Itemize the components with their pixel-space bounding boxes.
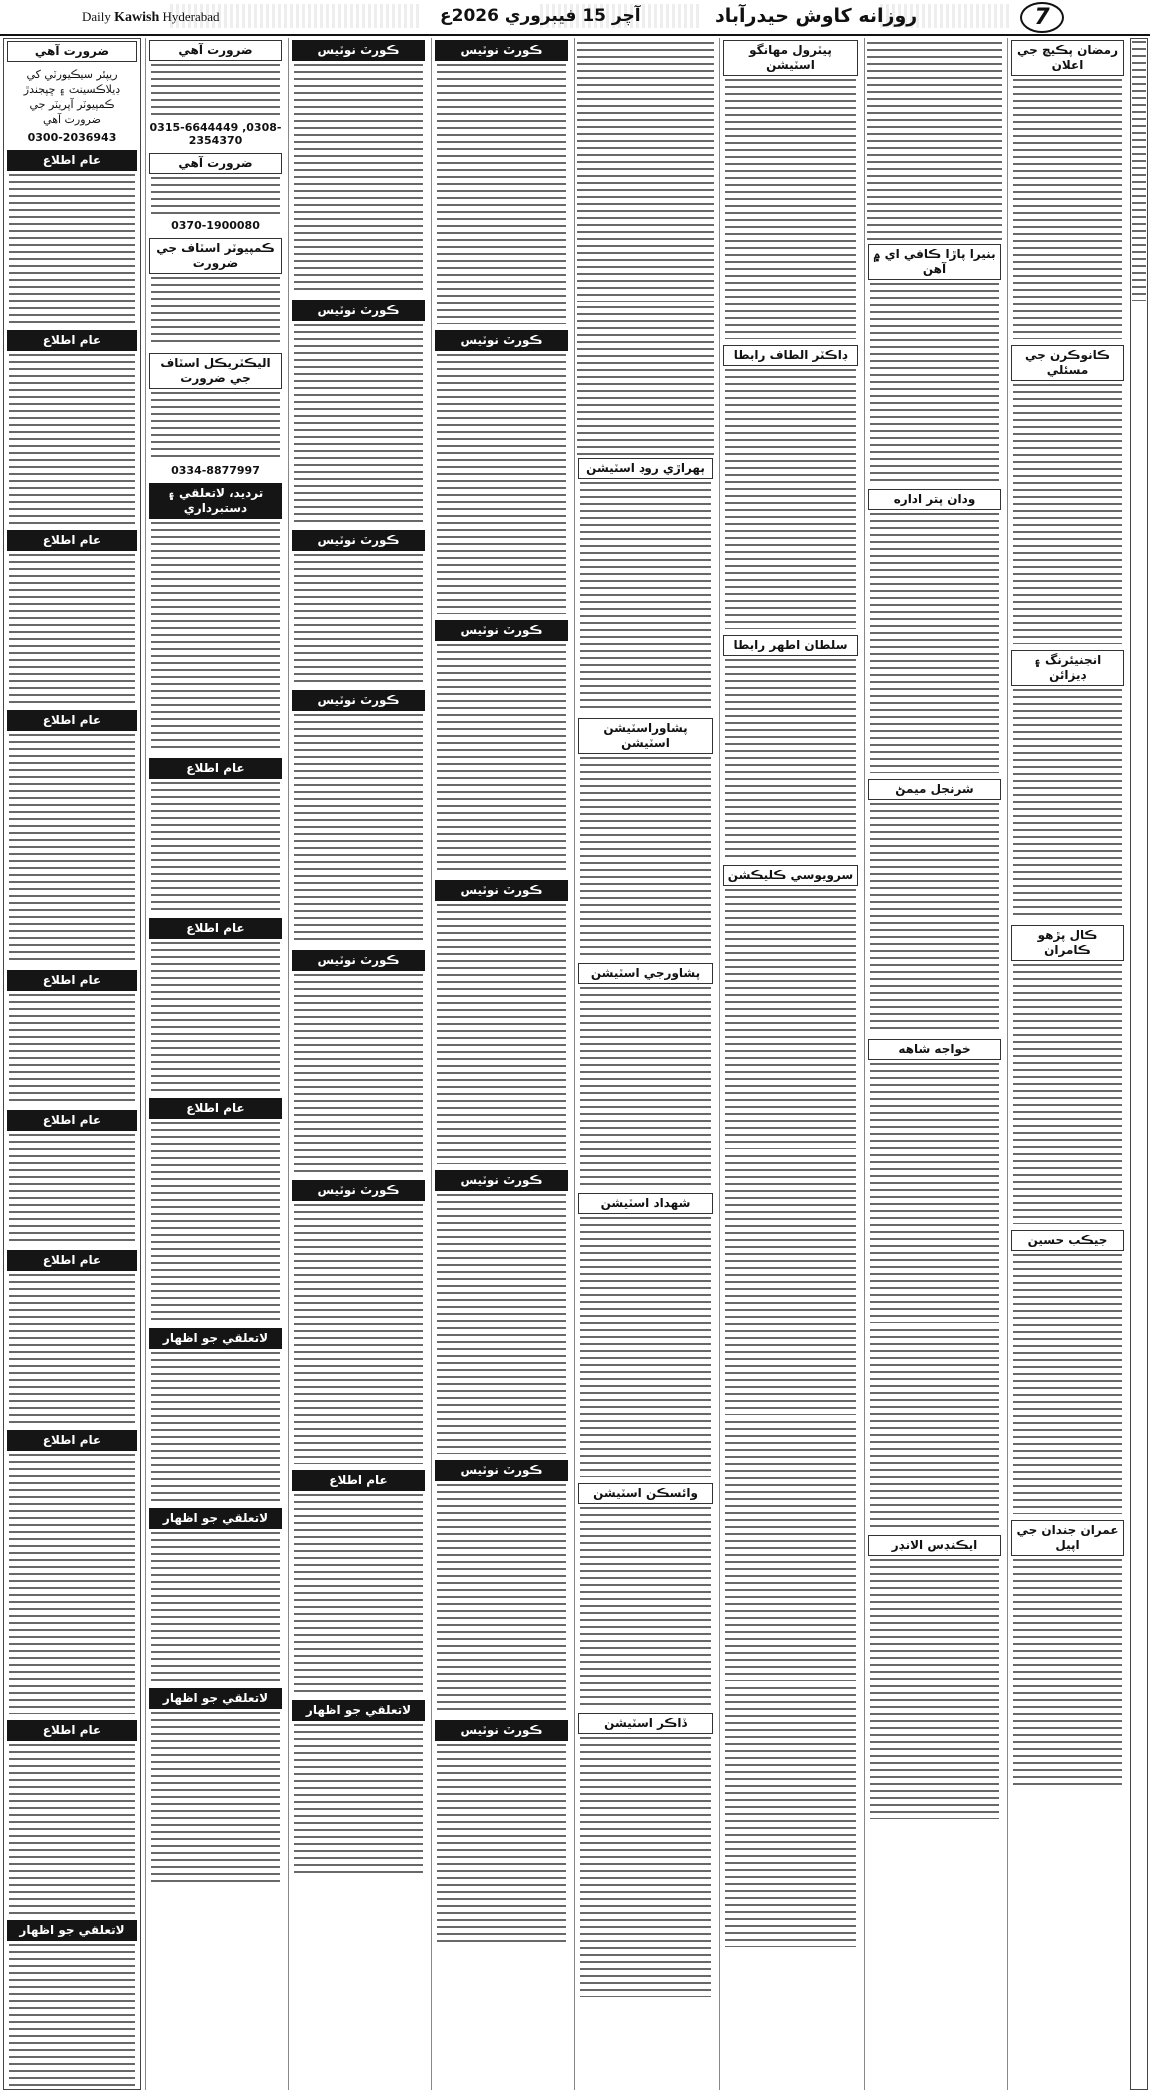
court-notice (435, 1170, 568, 1454)
classified-ad (149, 1508, 282, 1682)
notice-heading: ڪورٽ نوٽيس (435, 880, 568, 901)
notice-body-text (294, 1204, 423, 1464)
news-headline: ڏاڪر اسٽيشن (578, 1713, 713, 1734)
urdu-newspaper-name: روزانه کاوش حيدرآباد (715, 5, 918, 27)
news-item (723, 635, 858, 859)
notice-body-text (437, 904, 566, 1164)
news-item (1011, 1520, 1124, 1789)
ad-text: ريپئر سيڪيورٽي کي ڊيلاڪسينٽ ۽ ڇپجندڙ ڪمپيوٽر آپريٽر جي ضرورت آهي (23, 68, 121, 126)
ad-body-text (9, 354, 135, 524)
news-body-text (580, 987, 711, 1187)
news-body-text (870, 803, 999, 1033)
ad-body-text (151, 392, 280, 462)
news-item (868, 1039, 1001, 1529)
ad-heading: عام اطلاع (7, 1430, 137, 1451)
news-body-text (870, 513, 999, 773)
court-notice (292, 40, 425, 294)
ad-heading: ضرورت آهي (149, 40, 282, 61)
news-headline: شهداد اسٽيشن (578, 1193, 713, 1214)
notice-heading: ڪورٽ نوٽيس (435, 1460, 568, 1481)
notice-body-text (437, 354, 566, 614)
classified-ad (149, 353, 282, 477)
news-column-1 (574, 38, 716, 2090)
ad-heading: ضرورت آهي (149, 153, 282, 174)
news-headline: ڪانوڪرن جي مسئلي (1011, 345, 1124, 381)
ad-heading: لاتعلقي جو اظهار (149, 1688, 282, 1709)
news-item (1011, 925, 1124, 1224)
news-body-text (725, 889, 856, 1149)
ad-heading: عام اطلاع (7, 1250, 137, 1271)
notice-heading: ڪورٽ نوٽيس (292, 1180, 425, 1201)
classified-ad (149, 483, 282, 752)
news-body-text (725, 1421, 856, 1681)
ad-heading: اليڪٽريڪل اسٽاف جي ضرورت (149, 353, 282, 389)
news-body-text (870, 1329, 999, 1529)
notice-heading: لاتعلقي جو اظهار (292, 1700, 425, 1721)
news-headline: وائسڪن اسٽيشن (578, 1483, 713, 1504)
news-item (1011, 650, 1124, 919)
classified-ad (7, 1430, 137, 1714)
ad-heading: لاتعلقي جو اظهار (149, 1328, 282, 1349)
news-column-2 (719, 38, 861, 2090)
court-notice (292, 690, 425, 944)
ad-phone: 0315-6644449 ,0308-2354370 (149, 121, 282, 147)
notice-body-text (294, 1494, 423, 1694)
news-body-text (725, 369, 856, 629)
ad-body-text (9, 994, 135, 1104)
issue-date: آچر 15 فيبروري 2026ع (440, 6, 641, 26)
news-body-text (580, 482, 711, 712)
news-item (868, 779, 1001, 1033)
classified-ad (7, 1110, 137, 1244)
ad-heading: لاتعلقي جو اظهار (7, 1920, 137, 1941)
ad-body-text (151, 1122, 280, 1322)
classified-ad (7, 330, 137, 524)
notice-body-text (294, 1724, 423, 1874)
english-city: Hyderabad (162, 9, 220, 24)
news-body-text (580, 1217, 711, 1477)
notice-heading: ڪورٽ نوٽيس (292, 530, 425, 551)
news-body-text (870, 283, 999, 483)
english-name-prefix: Daily (82, 9, 111, 24)
classified-ad (149, 1098, 282, 1322)
news-item (578, 1483, 713, 1707)
ad-heading: عام اطلاع (149, 918, 282, 939)
news-item (868, 1535, 1001, 1819)
notice-body-text (437, 1194, 566, 1454)
ad-body-text (151, 522, 280, 752)
notice-heading: ڪورٽ نوٽيس (292, 950, 425, 971)
news-item (868, 244, 1001, 483)
court-notice (292, 1470, 425, 1694)
notice-heading: ڪورٽ نوٽيس (435, 40, 568, 61)
ad-heading: ڪمپيوٽر اسٽاف جي ضرورت (149, 238, 282, 274)
english-masthead (82, 9, 220, 26)
news-body-text (867, 42, 1002, 242)
notice-body-text (437, 644, 566, 874)
ad-body-text (9, 1454, 135, 1714)
news-headline: پشاوراسٽيشن اسٽيشن (578, 718, 713, 754)
ad-body-text (151, 177, 280, 217)
notice-heading: ڪورٽ نوٽيس (435, 620, 568, 641)
notice-body-text (437, 1744, 566, 1944)
notice-heading: ڪورٽ نوٽيس (292, 300, 425, 321)
news-headline: پشاورجي اسٽيشن (578, 963, 713, 984)
ad-body-text (151, 1352, 280, 1502)
news-headline: خواجه شاهه (868, 1039, 1001, 1060)
news-headline: عمران جندان جي اپيل (1011, 1520, 1124, 1556)
ad-body-text (151, 1532, 280, 1682)
court-notice (435, 40, 568, 324)
classified-ad (149, 758, 282, 912)
news-body-text (1013, 689, 1122, 919)
news-item (578, 718, 713, 957)
classified-column-1 (3, 38, 141, 2090)
ad-heading: عام اطلاع (149, 1098, 282, 1119)
classified-ad (149, 238, 282, 347)
ad-body-text (9, 1134, 135, 1244)
ad-body-text (9, 1274, 135, 1424)
news-body-text (580, 1737, 711, 1997)
news-headline: انجنيئرنگ ۽ ڊيزائن (1011, 650, 1124, 686)
news-body-text (725, 1155, 856, 1415)
news-headline: ايڪنڊس الانڊر (868, 1535, 1001, 1556)
court-notice (435, 1460, 568, 1714)
news-column-5-edge (1130, 38, 1148, 2090)
news-body-text (1013, 1559, 1122, 1789)
english-name: Kawish (114, 10, 160, 25)
masthead (0, 0, 1150, 36)
news-body-text (725, 1687, 856, 1947)
court-notice (292, 950, 425, 1174)
news-headline: ٻهراڙي روڊ اسٽيشن (578, 458, 713, 479)
news-column-3 (864, 38, 1004, 2090)
notice-body-text (437, 64, 566, 324)
ad-heading: عام اطلاع (7, 1110, 137, 1131)
news-item (1011, 345, 1124, 644)
classified-ad (7, 41, 137, 144)
classified-ad (149, 1328, 282, 1502)
news-item (1011, 40, 1124, 339)
news-headline: جيڪب حسين (1011, 1230, 1124, 1251)
ad-phone: 0300-2036943 (27, 131, 117, 144)
classified-ad (7, 970, 137, 1104)
ad-phone: 0370-1900080 (171, 219, 260, 232)
ad-heading: عام اطلاع (149, 758, 282, 779)
notice-body-text (294, 64, 423, 294)
news-headline: سلطان اطهر رابطا (723, 635, 858, 656)
ad-body-text (151, 1712, 280, 1882)
ad-heading: عام اطلاع (7, 1720, 137, 1741)
ad-heading: عام اطلاع (7, 330, 137, 351)
classified-ad (7, 1720, 137, 1914)
news-headline: شرنجل ميمڻ (868, 779, 1001, 800)
notice-heading: ڪورٽ نوٽيس (435, 1720, 568, 1741)
news-body-text (870, 1063, 999, 1323)
news-headline: ڊاڪٽر الطاف رابطا (723, 345, 858, 366)
ad-heading: عام اطلاع (7, 710, 137, 731)
classified-ad (149, 918, 282, 1092)
news-body-text (577, 306, 714, 456)
court-notice (292, 530, 425, 684)
notice-body-text (294, 714, 423, 944)
classified-ad (7, 710, 137, 964)
news-item (1011, 1230, 1124, 1514)
ad-body-text (151, 942, 280, 1092)
news-body-text (577, 42, 714, 302)
notice-heading: ڪورٽ نوٽيس (435, 330, 568, 351)
news-item (868, 489, 1001, 773)
news-body-text (1013, 79, 1122, 339)
ad-body-text (9, 734, 135, 964)
news-headline: ڪال پڙهو ڪامران (1011, 925, 1124, 961)
news-column-4 (1007, 38, 1127, 2090)
notice-body-text (294, 974, 423, 1174)
news-body-text (725, 79, 856, 339)
news-headline: بنيرا پاڙا ڪافي اي ۾ آهن (868, 244, 1001, 280)
court-notice (435, 330, 568, 614)
ad-heading: عام اطلاع (7, 970, 137, 991)
classified-ad (149, 1688, 282, 1882)
court-notice (435, 1720, 568, 1944)
news-headline: پيٽرول مهانگو اسٽيشن (723, 40, 858, 76)
news-item (723, 865, 858, 1947)
classified-column-2 (145, 38, 285, 2090)
ad-body-text (151, 782, 280, 912)
news-body-text (870, 1559, 999, 1819)
ad-body-text (9, 1944, 135, 2090)
classified-ad (7, 1250, 137, 1424)
news-headline: رمضان پڪيچ جي اعلان (1011, 40, 1124, 76)
court-notice (292, 300, 425, 524)
ad-body-text (151, 64, 280, 119)
notice-heading: ڪورٽ نوٽيس (292, 690, 425, 711)
ad-body-text (151, 277, 280, 347)
notice-heading: ڪورٽ نوٽيس (435, 1170, 568, 1191)
news-item (723, 345, 858, 629)
notice-heading: ڪورٽ نوٽيس (292, 40, 425, 61)
court-notice (435, 880, 568, 1164)
news-item (578, 963, 713, 1187)
court-notice-column-1 (288, 38, 428, 2090)
news-body-text (580, 757, 711, 957)
news-headline: ودان پتر اداره (868, 489, 1001, 510)
notice-body-text (294, 324, 423, 524)
ad-phone: 0334-8877997 (171, 464, 260, 477)
ad-body-text (9, 174, 135, 324)
news-body-text (580, 1507, 711, 1707)
ad-heading: عام اطلاع (7, 530, 137, 551)
notice-body-text (294, 554, 423, 684)
news-body-text (1013, 384, 1122, 644)
notice-heading: عام اطلاع (292, 1470, 425, 1491)
news-body-text (1132, 41, 1146, 301)
court-notice (292, 1700, 425, 1874)
classified-ad (149, 40, 282, 147)
classified-ad (7, 1920, 137, 2090)
classified-ad (149, 153, 282, 232)
news-item (578, 458, 713, 712)
ad-body-text (9, 1744, 135, 1914)
ad-heading: عام اطلاع (7, 150, 137, 171)
news-headline: سرويوسي ڪليڪشن (723, 865, 858, 886)
ad-heading: ضرورت آهي (7, 41, 137, 62)
news-body-text (725, 659, 856, 859)
classified-ad (7, 530, 137, 704)
classified-ad (7, 150, 137, 324)
news-item (578, 1193, 713, 1477)
page-number: 7 (1020, 2, 1064, 33)
news-item (723, 40, 858, 339)
news-body-text (1013, 964, 1122, 1224)
notice-body-text (437, 1484, 566, 1714)
ad-heading: لاتعلقي جو اظهار (149, 1508, 282, 1529)
court-notice (435, 620, 568, 874)
court-notice-column-2 (431, 38, 571, 2090)
news-body-text (1013, 1254, 1122, 1514)
news-item (578, 1713, 713, 1997)
court-notice (292, 1180, 425, 1464)
ad-body-text (9, 554, 135, 704)
ad-heading: ترديد، لاتعلقي ۽ دستبرداري (149, 483, 282, 519)
